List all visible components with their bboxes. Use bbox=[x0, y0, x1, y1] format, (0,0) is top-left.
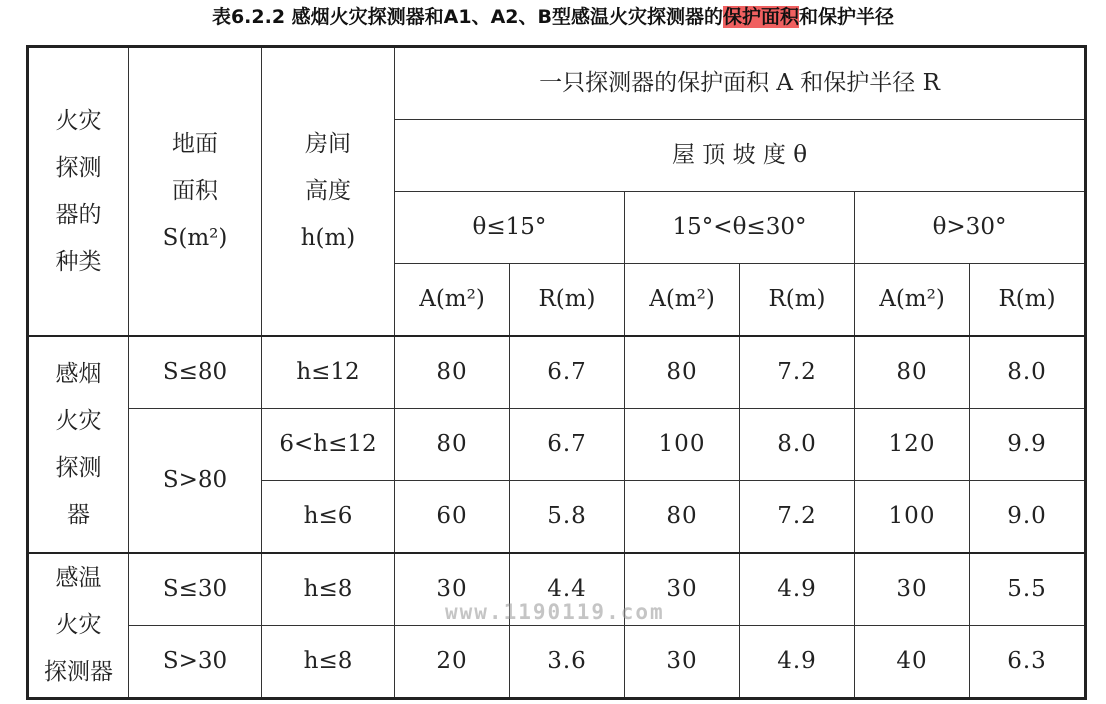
header-room-height: 房间 高度 h(m) bbox=[262, 47, 395, 337]
height-cell: h≤8 bbox=[262, 553, 395, 626]
value-cell: 40 bbox=[855, 626, 970, 699]
header-area-unit: A(m²) bbox=[625, 264, 740, 337]
header-area-unit: A(m²) bbox=[395, 264, 510, 337]
value-cell: 80 bbox=[625, 481, 740, 554]
value-cell: 4.9 bbox=[740, 553, 855, 626]
table-row bbox=[28, 626, 1086, 699]
header-row-1 bbox=[28, 47, 1086, 120]
value-cell: 100 bbox=[855, 481, 970, 554]
value-cell: 8.0 bbox=[740, 409, 855, 481]
value-cell: 7.2 bbox=[740, 336, 855, 409]
value-cell: 5.5 bbox=[970, 553, 1086, 626]
watermark: www.1190119.com bbox=[445, 600, 665, 624]
area-cell: S>80 bbox=[129, 409, 262, 554]
value-cell: 30 bbox=[625, 553, 740, 626]
value-cell: 80 bbox=[625, 336, 740, 409]
value-cell: 8.0 bbox=[970, 336, 1086, 409]
area-cell: S≤80 bbox=[129, 336, 262, 409]
header-radius-unit: R(m) bbox=[970, 264, 1086, 337]
value-cell: 100 bbox=[625, 409, 740, 481]
value-cell: 6.3 bbox=[970, 626, 1086, 699]
title-highlight: 保护面积 bbox=[723, 6, 800, 28]
height-cell: h≤8 bbox=[262, 626, 395, 699]
title-prefix: 表6.2.2 感烟火灾探测器和A1、A2、B型感温火灾探测器的 bbox=[211, 6, 723, 28]
height-cell: h≤6 bbox=[262, 481, 395, 554]
smoke-detector-label: 感烟 火灾 探测 器 bbox=[28, 336, 129, 553]
value-cell: 3.6 bbox=[510, 626, 625, 699]
value-cell: 4.9 bbox=[740, 626, 855, 699]
value-cell: 30 bbox=[395, 553, 510, 626]
table-row bbox=[28, 409, 1086, 481]
title-suffix: 和保护半径 bbox=[799, 6, 895, 28]
value-cell: 20 bbox=[395, 626, 510, 699]
header-detector-type: 火灾 探测 器的 种类 bbox=[28, 47, 129, 337]
value-cell: 30 bbox=[625, 626, 740, 699]
value-cell: 60 bbox=[395, 481, 510, 554]
header-slope: 屋 顶 坡 度 θ bbox=[395, 120, 1086, 192]
value-cell: 9.0 bbox=[970, 481, 1086, 554]
header-range-2: 15°<θ≤30° bbox=[625, 192, 855, 264]
value-cell: 120 bbox=[855, 409, 970, 481]
header-range-3: θ>30° bbox=[855, 192, 1086, 264]
value-cell: 6.7 bbox=[510, 336, 625, 409]
area-cell: S>30 bbox=[129, 626, 262, 699]
value-cell: 6.7 bbox=[510, 409, 625, 481]
value-cell: 30 bbox=[855, 553, 970, 626]
heat-detector-label: 感温 火灾 探测器 bbox=[28, 553, 129, 699]
header-radius-unit: R(m) bbox=[510, 264, 625, 337]
header-floor-area: 地面 面积 S(m²) bbox=[129, 47, 262, 337]
value-cell: 4.4 bbox=[510, 553, 625, 626]
value-cell: 5.8 bbox=[510, 481, 625, 554]
header-range-1: θ≤15° bbox=[395, 192, 625, 264]
area-cell: S≤30 bbox=[129, 553, 262, 626]
value-cell: 7.2 bbox=[740, 481, 855, 554]
value-cell: 80 bbox=[855, 336, 970, 409]
header-radius-unit: R(m) bbox=[740, 264, 855, 337]
table-row bbox=[28, 336, 1086, 409]
protection-table bbox=[26, 45, 1087, 700]
height-cell: h≤12 bbox=[262, 336, 395, 409]
value-cell: 80 bbox=[395, 336, 510, 409]
value-cell: 9.9 bbox=[970, 409, 1086, 481]
header-area-unit: A(m²) bbox=[855, 264, 970, 337]
height-cell: 6<h≤12 bbox=[262, 409, 395, 481]
value-cell: 80 bbox=[395, 409, 510, 481]
header-group: 一只探测器的保护面积 A 和保护半径 R bbox=[395, 47, 1086, 120]
table-row bbox=[28, 553, 1086, 626]
table-title bbox=[0, 0, 1106, 34]
